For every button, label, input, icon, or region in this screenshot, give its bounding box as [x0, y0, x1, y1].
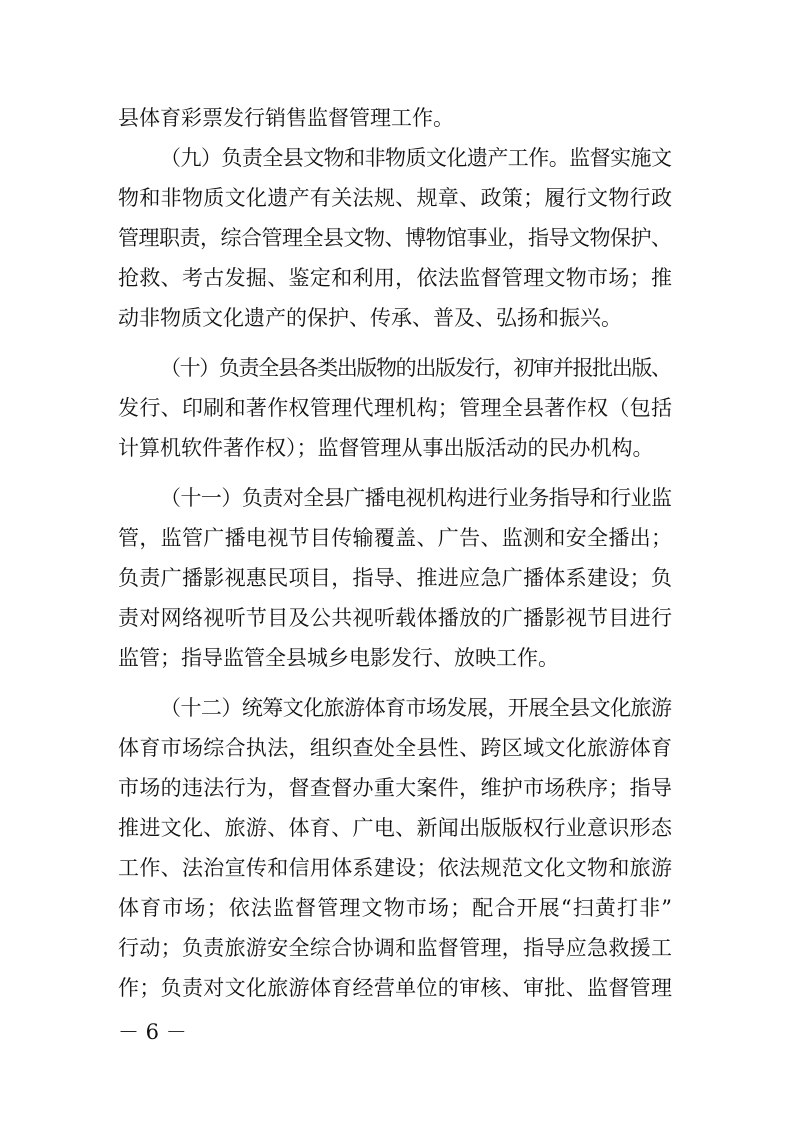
text-line-content: 发行、印刷和著作权管理代理机构；管理全县著作权（包括 [118, 396, 673, 420]
text-line [0, 428, 793, 468]
text-line-content: 管理职责，综合管理全县文物、博物馆事业，指导文物保护、 [118, 226, 672, 250]
text-line-content: 动非物质文化遗产的保护、传承、普及、弘扬和振兴。 [118, 306, 622, 330]
text-line [0, 298, 793, 338]
text-line [0, 218, 793, 258]
text-line [0, 388, 793, 428]
text-line-content: 负责广播影视惠民项目，指导、推进应急广播体系建设；负 [118, 566, 673, 590]
text-line-content: 抢救、考古发掘、鉴定和利用，依法监督管理文物市场；推 [118, 266, 673, 290]
text-line [0, 808, 793, 848]
text-line-content: 推进文化、旅游、体育、广电、新闻出版版权行业意识形态 [118, 816, 673, 840]
text-line [0, 888, 793, 928]
text-line [0, 638, 793, 678]
text-line-content: 计算机软件著作权）；监督管理从事出版活动的民办机构。 [118, 436, 654, 460]
text-line-content: 责对网络视听节目及公共视听载体播放的广播影视节目进行 [118, 606, 673, 630]
text-line [0, 848, 793, 888]
text-line [0, 478, 793, 518]
text-line [0, 518, 793, 558]
text-line-content: （十一）负责对全县广播电视机构进行业务指导和行业监 [160, 486, 672, 510]
text-line [0, 138, 793, 178]
page-number: － 6 － [118, 1020, 187, 1044]
text-line-content: 物和非物质文化遗产有关法规、规章、政策；履行文物行政 [118, 186, 673, 210]
text-line-content: 县体育彩票发行销售监督管理工作。 [118, 106, 454, 130]
text-line [0, 178, 793, 218]
text-line-content: 体育市场；依法监督管理文物市场；配合开展“扫黄打非” [118, 896, 674, 920]
text-line-content: 管，监管广播电视节目传输覆盖、广告、监测和安全播出； [118, 526, 673, 550]
text-line [0, 728, 793, 768]
text-line [0, 98, 793, 138]
text-line [0, 598, 793, 638]
text-line-content: （十二）统筹文化旅游体育市场发展，开展全县文化旅游 [160, 696, 672, 720]
text-line-content: （九）负责全县文物和非物质文化遗产工作。监督实施文 [160, 146, 672, 170]
text-line-content: 监管；指导监管全县城乡电影发行、放映工作。 [118, 646, 559, 670]
text-line-content: 作；负责对文化旅游体育经营单位的审核、审批、监督管理 [118, 976, 673, 1000]
text-line-content: 工作、法治宣传和信用体系建设；依法规范文化文物和旅游 [118, 856, 673, 880]
text-line-content: 市场的违法行为，督查督办重大案件，维护市场秩序；指导 [118, 776, 673, 800]
text-line [0, 258, 793, 298]
text-line-content: 行动；负责旅游安全综合协调和监督管理，指导应急救援工 [118, 936, 673, 960]
text-line [0, 968, 793, 1008]
text-line [0, 768, 793, 808]
text-line [0, 688, 793, 728]
text-line [0, 348, 793, 388]
text-line-content: （十）负责全县各类出版物的出版发行，初审并报批出版、 [160, 356, 671, 380]
text-line [0, 558, 793, 598]
text-line [0, 928, 793, 968]
text-line-content: 体育市场综合执法，组织查处全县性、跨区域文化旅游体育 [118, 736, 673, 760]
